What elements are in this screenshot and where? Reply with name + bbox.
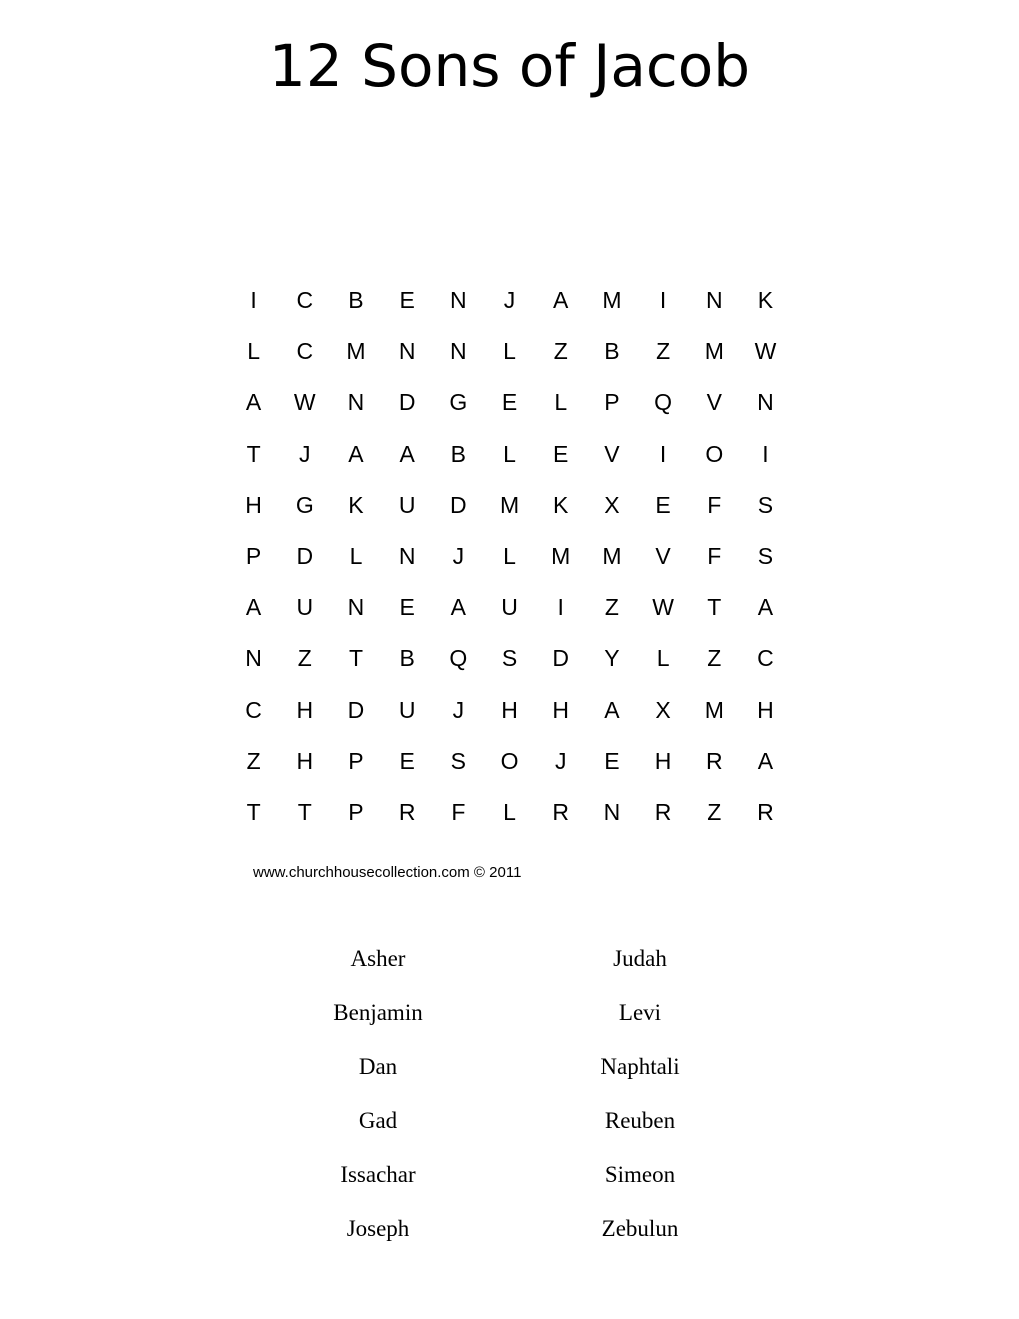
grid-letter: M xyxy=(704,338,724,365)
grid-letter: J xyxy=(503,287,516,313)
grid-letter: D xyxy=(347,696,365,723)
grid-row xyxy=(228,326,792,377)
grid-letter: J xyxy=(452,696,465,723)
grid-letter: L xyxy=(247,338,260,365)
grid-letter: N xyxy=(398,542,416,569)
grid-letter: M xyxy=(704,696,724,723)
grid-letter: H xyxy=(245,491,262,518)
grid-letter: N xyxy=(245,645,262,672)
copyright-notice: www.churchhousecollection.com © 2011 xyxy=(253,864,522,881)
grid-letter: D xyxy=(552,645,570,672)
grid-letter: A xyxy=(757,747,774,774)
grid-letter: Z xyxy=(604,594,619,621)
grid-letter: A xyxy=(245,594,262,621)
grid-letter: Z xyxy=(553,338,568,365)
grid-letter: E xyxy=(655,491,671,518)
grid-letter: H xyxy=(296,696,314,723)
grid-letter: J xyxy=(299,440,311,467)
grid-letter: S xyxy=(757,542,774,569)
grid-letter: R xyxy=(398,798,416,825)
grid-letter: B xyxy=(399,645,415,672)
grid-letter: C xyxy=(757,645,774,672)
grid-letter: L xyxy=(554,389,568,416)
word-list-item: Reuben xyxy=(604,1108,676,1133)
grid-letter: K xyxy=(348,491,364,518)
word-list-item: Joseph xyxy=(346,1216,410,1241)
grid-letter: Z xyxy=(297,645,312,672)
grid-letter: M xyxy=(499,491,520,518)
grid-letter: M xyxy=(551,542,571,569)
grid-letter: X xyxy=(604,491,620,518)
grid-letter: K xyxy=(757,287,774,313)
grid-letter: R xyxy=(705,747,723,774)
grid-letter: N xyxy=(603,798,621,825)
grid-letter: N xyxy=(347,389,365,416)
grid-letter: E xyxy=(604,747,620,774)
grid-letter: V xyxy=(706,389,722,416)
grid-letter: I xyxy=(250,287,257,313)
grid-letter: W xyxy=(652,594,674,621)
grid-letter: I xyxy=(557,594,564,621)
word-list-item: Dan xyxy=(358,1054,398,1079)
grid-letter: M xyxy=(602,542,622,569)
grid-letter: P xyxy=(245,542,262,569)
grid-row xyxy=(228,685,792,736)
grid-letter: S xyxy=(501,645,518,672)
grid-letter: F xyxy=(707,491,722,518)
grid-letter: P xyxy=(348,798,364,825)
grid-letter: A xyxy=(348,440,364,467)
grid-row xyxy=(228,377,792,428)
grid-letter: T xyxy=(246,798,261,825)
grid-letter: W xyxy=(293,389,316,416)
grid-letter: A xyxy=(604,696,620,723)
word-list-item: Levi xyxy=(618,1000,662,1025)
grid-letter: O xyxy=(500,747,519,774)
word-list-item: Issachar xyxy=(340,1162,416,1187)
grid-letter: T xyxy=(348,645,363,672)
grid-row xyxy=(228,633,792,684)
grid-letter: Q xyxy=(654,389,673,416)
word-list-item: Zebulun xyxy=(601,1216,679,1241)
grid-letter: L xyxy=(656,645,670,672)
grid-letter: H xyxy=(757,696,774,723)
word-search-grid xyxy=(228,275,792,838)
grid-letter: U xyxy=(398,491,416,518)
grid-letter: L xyxy=(503,338,516,365)
grid-letter: E xyxy=(399,747,415,774)
grid-letter: N xyxy=(757,389,774,416)
grid-letter: B xyxy=(450,440,467,467)
grid-letter: N xyxy=(705,287,723,313)
grid-letter: G xyxy=(449,389,468,416)
grid-letter: V xyxy=(655,542,671,569)
grid-letter: H xyxy=(654,747,672,774)
grid-letter: O xyxy=(705,440,724,467)
grid-letter: L xyxy=(349,542,363,569)
grid-letter: X xyxy=(655,696,671,723)
grid-row xyxy=(228,275,792,326)
grid-letter: N xyxy=(450,287,467,313)
grid-letter: M xyxy=(346,338,366,365)
grid-row xyxy=(228,582,792,633)
grid-row xyxy=(228,787,792,838)
grid-row xyxy=(228,429,792,480)
grid-letter: I xyxy=(762,440,769,467)
grid-letter: U xyxy=(501,594,518,621)
grid-letter: E xyxy=(501,389,518,416)
grid-letter: D xyxy=(296,542,314,569)
grid-letter: Z xyxy=(707,798,722,825)
grid-letter: P xyxy=(348,747,364,774)
grid-row xyxy=(228,480,792,531)
grid-letter: V xyxy=(604,440,620,467)
grid-letter: Y xyxy=(604,645,620,672)
grid-letter: E xyxy=(553,440,569,467)
grid-letter: M xyxy=(602,287,622,313)
grid-letter: B xyxy=(348,287,364,313)
word-list-item: Naphtali xyxy=(600,1054,680,1079)
grid-letter: B xyxy=(604,338,620,365)
grid-letter: Z xyxy=(656,338,671,365)
grid-letter: L xyxy=(503,798,516,825)
grid-letter: C xyxy=(245,696,262,723)
grid-letter: E xyxy=(399,287,415,313)
grid-letter: I xyxy=(659,440,667,467)
grid-letter: S xyxy=(450,747,467,774)
grid-letter: A xyxy=(245,389,262,416)
grid-letter: H xyxy=(501,696,518,723)
grid-letter: G xyxy=(295,491,314,518)
page-title: 12 Sons of Jacob xyxy=(268,32,751,100)
grid-letter: J xyxy=(452,542,465,569)
grid-letter: T xyxy=(707,594,722,621)
grid-letter: T xyxy=(246,440,261,467)
grid-letter: C xyxy=(296,287,314,313)
word-list-item: Simeon xyxy=(604,1162,676,1187)
grid-letter: K xyxy=(553,491,569,518)
grid-letter: S xyxy=(757,491,774,518)
grid-letter: C xyxy=(296,338,314,365)
grid-letter: H xyxy=(296,747,314,774)
grid-letter: L xyxy=(503,542,516,569)
grid-letter: A xyxy=(450,594,467,621)
grid-letter: T xyxy=(297,798,312,825)
grid-letter: Q xyxy=(449,645,468,672)
grid-letter: Z xyxy=(707,645,722,672)
grid-letter: N xyxy=(450,338,467,365)
grid-letter: R xyxy=(654,798,672,825)
grid-letter: D xyxy=(398,389,416,416)
grid-letter: N xyxy=(347,594,365,621)
grid-letter: R xyxy=(757,798,774,825)
grid-letter: A xyxy=(553,287,569,313)
grid-letter: E xyxy=(399,594,415,621)
word-list-item: Benjamin xyxy=(333,1000,423,1025)
grid-letter: Z xyxy=(246,747,261,774)
grid-letter: A xyxy=(757,594,774,621)
grid-letter: U xyxy=(296,594,314,621)
word-list-item: Judah xyxy=(613,946,667,971)
grid-row xyxy=(228,736,792,787)
grid-letter: R xyxy=(552,798,570,825)
grid-letter: N xyxy=(398,338,416,365)
grid-letter: F xyxy=(451,798,466,825)
grid-letter: F xyxy=(707,542,722,569)
grid-letter: A xyxy=(399,440,415,467)
grid-letter: D xyxy=(450,491,467,518)
word-list-right xyxy=(520,932,760,1256)
grid-letter: P xyxy=(604,389,620,416)
word-list-item: Asher xyxy=(350,946,406,971)
grid-letter: I xyxy=(659,287,667,313)
grid-letter: H xyxy=(552,696,570,723)
grid-letter: U xyxy=(398,696,416,723)
grid-letter: J xyxy=(554,747,567,774)
word-list-left xyxy=(258,932,498,1256)
grid-letter: L xyxy=(503,440,516,467)
grid-row xyxy=(228,531,792,582)
word-list-item: Gad xyxy=(358,1108,398,1133)
grid-letter: W xyxy=(754,338,777,365)
